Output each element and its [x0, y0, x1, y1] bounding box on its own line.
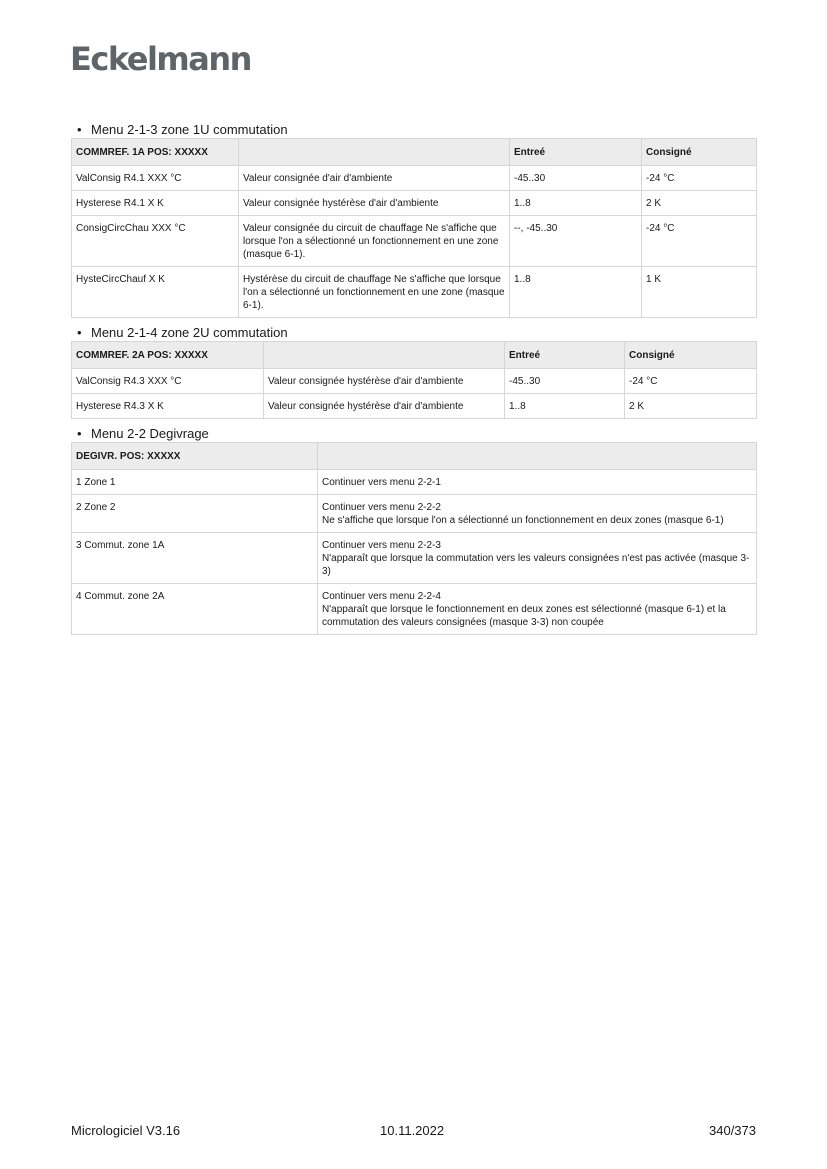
range-cell: 1..8 — [505, 394, 625, 419]
setpoint-cell: -24 °C — [625, 369, 757, 394]
table-header-row — [72, 139, 757, 166]
setpoint-cell: 2 K — [625, 394, 757, 419]
description-cell: Continuer vers menu 2-2-4 N'apparaît que lorsque le fonctionnement en deux zones est sélectionné (masque 6-1) et la commutation des valeurs consignées (masque 3-3) non coupée — [318, 584, 757, 635]
header-cell: Consigné — [625, 342, 757, 369]
header-cell: Entreé — [510, 139, 642, 166]
parameter-cell: ValConsig R4.1 XXX °C — [72, 166, 239, 191]
header-cell: Entreé — [505, 342, 625, 369]
description-cell: Valeur consignée hystérèse d'air d'ambiente — [264, 394, 505, 419]
section-title-menu-2-1-4 — [77, 324, 756, 341]
description-cell: Valeur consignée hystérèse d'air d'ambiente — [264, 369, 505, 394]
setpoint-cell: 1 K — [642, 267, 757, 318]
parameter-cell: ValConsig R4.3 XXX °C — [72, 369, 264, 394]
parameter-cell: Hysterese R4.3 X K — [72, 394, 264, 419]
section-title-text: Menu 2-2 Degivrage — [91, 426, 209, 441]
description-cell: Valeur consignée d'air d'ambiente — [239, 166, 510, 191]
table-header-row — [72, 342, 757, 369]
table-zone-2u-commutation — [71, 341, 757, 419]
footer-date: 10.11.2022 — [380, 1123, 445, 1138]
section-title-text: Menu 2-1-3 zone 1U commutation — [91, 122, 288, 137]
range-cell: 1..8 — [510, 267, 642, 318]
header-cell — [318, 443, 757, 470]
table-row — [72, 394, 757, 419]
menu-option-cell: 2 Zone 2 — [72, 495, 318, 533]
table-row — [72, 584, 757, 635]
parameter-cell: HysteCircChauf X K — [72, 267, 239, 318]
bullet-icon: • — [77, 122, 82, 137]
header-cell: DEGIVR. POS: XXXXX — [72, 443, 318, 470]
description-cell: Continuer vers menu 2-2-3 N'apparaît que lorsque la commutation vers les valeurs consignées n'est pas activée (masque 3-3) — [318, 533, 757, 584]
bullet-icon: • — [77, 426, 82, 441]
range-cell: -45..30 — [510, 166, 642, 191]
table-row — [72, 191, 757, 216]
description-cell: Continuer vers menu 2-2-2 Ne s'affiche que lorsque l'on a sélectionné un fonctionnement en deux zones (masque 6-1) — [318, 495, 757, 533]
eckelmann-logo: Eckelmann — [70, 40, 251, 78]
table-row — [72, 369, 757, 394]
parameter-cell: ConsigCircChau XXX °C — [72, 216, 239, 267]
section-title-menu-2-2 — [77, 425, 756, 442]
header-cell: Consigné — [642, 139, 757, 166]
description-cell: Valeur consignée du circuit de chauffage Ne s'affiche que lorsque l'on a sélectionné un fonctionnement en une zone (masque 6-1). — [239, 216, 510, 267]
footer-firmware-version: Micrologiciel V3.16 — [71, 1123, 181, 1138]
footer-page-number: 340/373 — [709, 1123, 756, 1138]
table-row — [72, 533, 757, 584]
range-cell: --, -45..30 — [510, 216, 642, 267]
section-title-text: Menu 2-1-4 zone 2U commutation — [91, 325, 288, 340]
table-degivrage — [71, 442, 757, 635]
parameter-cell: Hysterese R4.1 X K — [72, 191, 239, 216]
menu-option-cell: 3 Commut. zone 1A — [72, 533, 318, 584]
table-row — [72, 216, 757, 267]
header-cell: COMMREF. 2A POS: XXXXX — [72, 342, 264, 369]
range-cell: -45..30 — [505, 369, 625, 394]
description-cell: Hystérèse du circuit de chauffage Ne s'affiche que lorsque l'on a sélectionné un fonctionnement en une zone (masque 6-1). — [239, 267, 510, 318]
page-content — [71, 121, 756, 641]
table-header-row — [72, 443, 757, 470]
setpoint-cell: -24 °C — [642, 216, 757, 267]
bullet-icon: • — [77, 325, 82, 340]
header-cell — [239, 139, 510, 166]
table-row — [72, 267, 757, 318]
table-zone-1u-commutation — [71, 138, 757, 318]
setpoint-cell: -24 °C — [642, 166, 757, 191]
description-cell: Continuer vers menu 2-2-1 — [318, 470, 757, 495]
setpoint-cell: 2 K — [642, 191, 757, 216]
header-cell — [264, 342, 505, 369]
description-cell: Valeur consignée hystérèse d'air d'ambiente — [239, 191, 510, 216]
section-title-menu-2-1-3 — [77, 121, 756, 138]
range-cell: 1..8 — [510, 191, 642, 216]
menu-option-cell: 4 Commut. zone 2A — [72, 584, 318, 635]
table-row — [72, 495, 757, 533]
table-row — [72, 470, 757, 495]
table-row — [72, 166, 757, 191]
menu-option-cell: 1 Zone 1 — [72, 470, 318, 495]
header-cell: COMMREF. 1A POS: XXXXX — [72, 139, 239, 166]
